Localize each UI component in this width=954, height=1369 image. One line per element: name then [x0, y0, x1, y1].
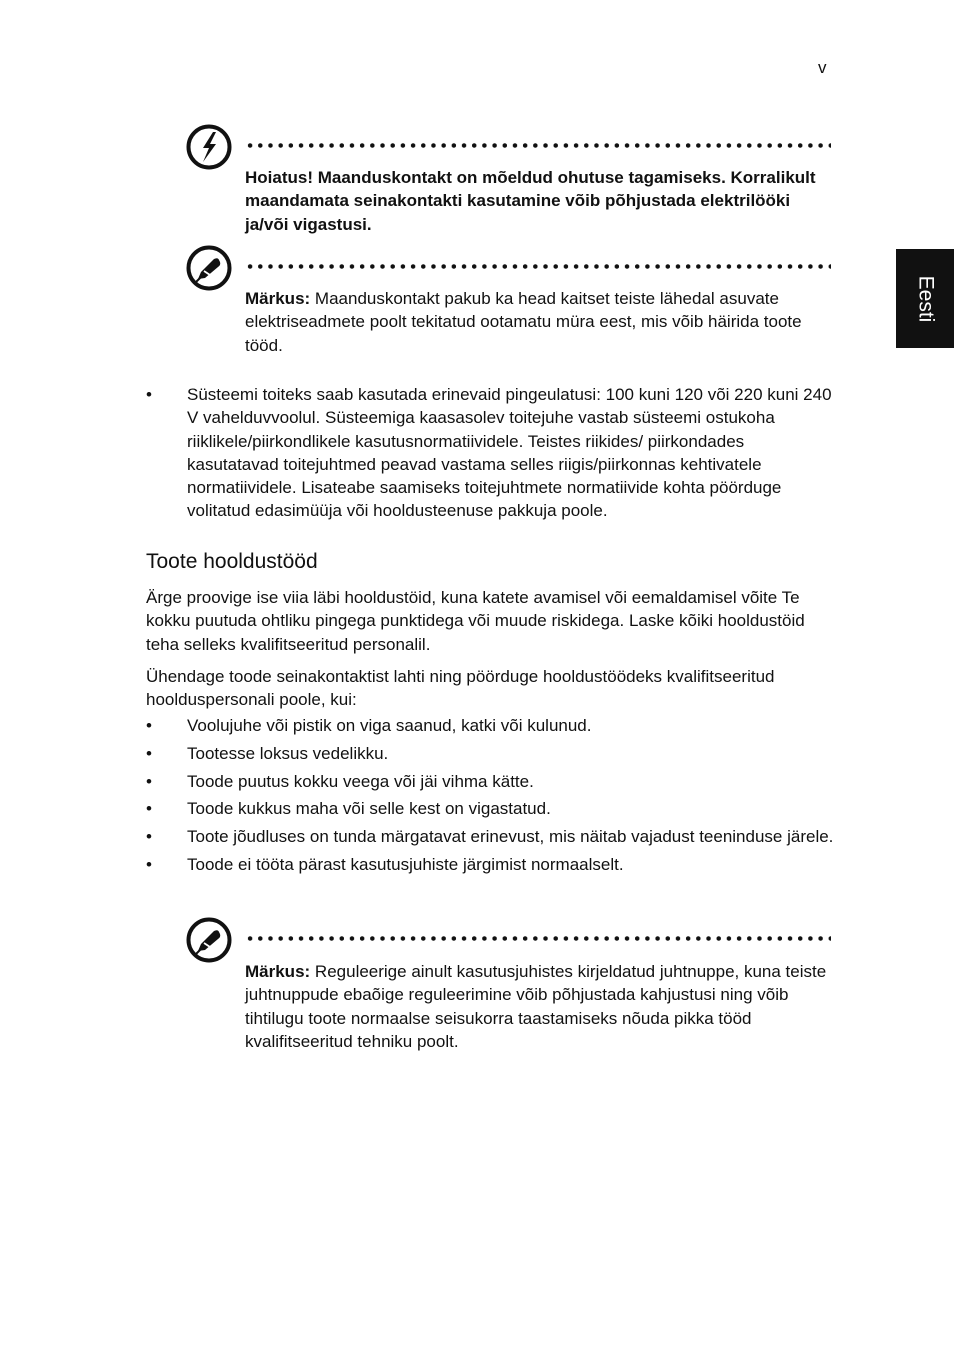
note-notice: [186, 245, 831, 360]
pen-note-icon: [186, 245, 232, 291]
power-bullet-list: [146, 383, 836, 523]
paragraph: Ühendage toode seinakontaktist lahti ning pöörduge hooldustöödeks kvalifitseeritud hoolduspersonali poole, kui:: [146, 667, 775, 710]
warning-text: [245, 166, 831, 236]
list-item: • Toote jõudluses on tunda märgatavat erinevust, mis näitab vajadust teeninduse järele.: [146, 825, 836, 848]
warning-notice: [186, 124, 831, 239]
dotted-separator: [245, 264, 831, 269]
service-conditions-list: [146, 714, 836, 876]
language-tab-label: Eesti: [914, 275, 937, 322]
note-text: [245, 287, 831, 357]
list-item: • Tootesse loksus vedelikku.: [146, 742, 836, 765]
section-heading: Toote hooldustööd: [146, 550, 318, 573]
list-item: • Toode kukkus maha või selle kest on vigastatud.: [146, 797, 836, 820]
page-number: v: [818, 58, 827, 77]
lightning-warning-icon: [186, 124, 232, 170]
note-body: Maanduskontakt pakub ka head kaitset teiste lähedal asuvate elektriseadmete poolt tekitatud ootamatu müra eest, mis võib häirida toote tööd.: [245, 289, 802, 355]
note-notice: [186, 917, 831, 1057]
note-label: Märkus:: [245, 289, 311, 308]
note-text: [245, 960, 831, 1053]
dotted-separator: [245, 936, 831, 941]
list-item: • Süsteemi toiteks saab kasutada erinevaid pingeulatusi: 100 kuni 120 või 220 kuni 240 V vahelduvvoolul. Süsteemiga kaasasolev toitejuhe vastab süsteemi ostukoha riiklikele/piirkondlikele kasutusnormatiividele. Teistes riikides/ piirkondades kasutatavad toitejuhtmed peavad vastama selles riigis/piirkonnas kehtivatele normatiividele. Lisateabe saamiseks toitejuhtmete normatiivide kohta pöörduge volitatud edasimüüja või hooldusteenuse pakkuja poole.: [146, 383, 836, 523]
note-label: Märkus:: [245, 962, 311, 981]
dotted-separator: [245, 143, 831, 148]
language-tab: [896, 249, 954, 348]
note-body: Reguleerige ainult kasutusjuhistes kirjeldatud juhtnuppe, kuna teiste juhtnuppude ebaõige reguleerimine võib põhjustada kahjustusi ning võib tihtilugu toote normaalse seisukorra taastamiseks nõuda pikka tööd kvalifitseeritud tehniku poolt.: [245, 962, 827, 1051]
warning-body: Maanduskontakt on mõeldud ohutuse tagamiseks. Korralikult maandamata seinakontakti kasutamine võib põhjustada elektrilööki ja/või vigastusi.: [245, 168, 816, 234]
pen-note-icon: [186, 917, 232, 963]
list-item: • Voolujuhe või pistik on viga saanud, katki või kulunud.: [146, 714, 836, 737]
list-item: • Toode puutus kokku veega või jäi vihma kätte.: [146, 770, 836, 793]
warning-label: Hoiatus!: [245, 168, 313, 187]
list-item: • Toode ei tööta pärast kasutusjuhiste järgimist normaalselt.: [146, 853, 836, 876]
paragraph: Ärge proovige ise viia läbi hooldustöid, kuna katete avamisel või eemaldamisel võite Te kokku puutuda ohtliku pingega punktidega või muude riskidega. Laske kõiki hooldustöid teha selleks kvalifitseeritud personalil.: [146, 588, 805, 654]
